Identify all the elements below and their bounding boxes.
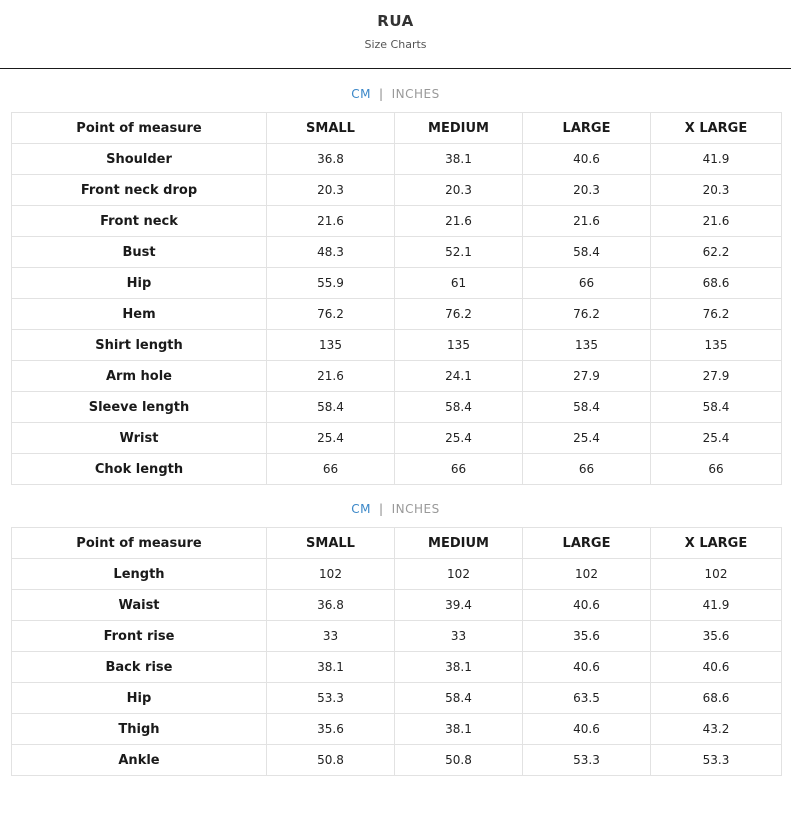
measure-label: Front neck	[12, 206, 267, 237]
column-header-size: SMALL	[267, 113, 395, 144]
table-row	[12, 392, 782, 423]
measure-value: 102	[267, 559, 395, 590]
measure-value: 38.1	[395, 144, 523, 175]
table-row	[12, 299, 782, 330]
measure-value: 76.2	[651, 299, 782, 330]
table-row	[12, 745, 782, 776]
measure-value: 25.4	[651, 423, 782, 454]
measure-value: 39.4	[395, 590, 523, 621]
measure-value: 40.6	[651, 652, 782, 683]
column-header-size: MEDIUM	[395, 528, 523, 559]
measure-value: 21.6	[395, 206, 523, 237]
measure-value: 53.3	[267, 683, 395, 714]
measure-value: 43.2	[651, 714, 782, 745]
measure-value: 76.2	[267, 299, 395, 330]
table-row	[12, 621, 782, 652]
table-row	[12, 559, 782, 590]
table-row	[12, 330, 782, 361]
measure-value: 53.3	[523, 745, 651, 776]
measure-value: 135	[523, 330, 651, 361]
measure-label: Hip	[12, 268, 267, 299]
column-header-point-of-measure: Point of measure	[12, 113, 267, 144]
column-header-size: SMALL	[267, 528, 395, 559]
table-row	[12, 652, 782, 683]
table-row	[12, 144, 782, 175]
measure-value: 66	[651, 454, 782, 485]
table-row	[12, 268, 782, 299]
cm-unit-link[interactable]: CM	[351, 87, 372, 101]
measure-value: 68.6	[651, 268, 782, 299]
unit-toggle-top	[0, 86, 791, 102]
brand-title: RUA	[377, 12, 414, 30]
table-row	[12, 590, 782, 621]
measure-value: 38.1	[267, 652, 395, 683]
table-header-row	[12, 528, 782, 559]
measure-value: 76.2	[523, 299, 651, 330]
column-header-size: LARGE	[523, 113, 651, 144]
measure-label: Length	[12, 559, 267, 590]
column-header-size: LARGE	[523, 528, 651, 559]
measure-value: 33	[267, 621, 395, 652]
measure-value: 41.9	[651, 590, 782, 621]
measure-value: 20.3	[651, 175, 782, 206]
measure-value: 50.8	[395, 745, 523, 776]
measure-value: 66	[523, 454, 651, 485]
measure-label: Waist	[12, 590, 267, 621]
measure-value: 36.8	[267, 144, 395, 175]
measure-value: 27.9	[651, 361, 782, 392]
measure-value: 38.1	[395, 714, 523, 745]
table-row	[12, 683, 782, 714]
table-row	[12, 175, 782, 206]
measure-label: Arm hole	[12, 361, 267, 392]
measure-label: Shoulder	[12, 144, 267, 175]
measure-label: Chok length	[12, 454, 267, 485]
inches-unit-link[interactable]: INCHES	[391, 87, 440, 101]
measure-value: 40.6	[523, 714, 651, 745]
measure-value: 50.8	[267, 745, 395, 776]
inches-unit-link[interactable]: INCHES	[391, 502, 440, 516]
measure-value: 33	[395, 621, 523, 652]
measure-value: 135	[651, 330, 782, 361]
measure-value: 63.5	[523, 683, 651, 714]
column-header-size: X LARGE	[651, 113, 782, 144]
measure-value: 20.3	[267, 175, 395, 206]
top-size-chart-table	[11, 112, 782, 485]
measure-value: 58.4	[523, 392, 651, 423]
measure-value: 58.4	[395, 392, 523, 423]
measure-value: 102	[651, 559, 782, 590]
measure-value: 40.6	[523, 590, 651, 621]
measure-value: 36.8	[267, 590, 395, 621]
table-row	[12, 237, 782, 268]
page-subtitle: Size Charts	[364, 38, 427, 51]
measure-label: Front neck drop	[12, 175, 267, 206]
measure-value: 27.9	[523, 361, 651, 392]
measure-value: 66	[395, 454, 523, 485]
measure-value: 53.3	[651, 745, 782, 776]
measure-label: Hem	[12, 299, 267, 330]
measure-value: 135	[267, 330, 395, 361]
column-header-point-of-measure: Point of measure	[12, 528, 267, 559]
measure-value: 58.4	[523, 237, 651, 268]
measure-value: 41.9	[651, 144, 782, 175]
measure-value: 66	[523, 268, 651, 299]
measure-value: 52.1	[395, 237, 523, 268]
measure-value: 21.6	[267, 361, 395, 392]
measure-value: 76.2	[395, 299, 523, 330]
measure-value: 35.6	[523, 621, 651, 652]
cm-unit-link[interactable]: CM	[351, 502, 372, 516]
table-row	[12, 423, 782, 454]
table-row	[12, 714, 782, 745]
measure-value: 58.4	[651, 392, 782, 423]
measure-value: 21.6	[523, 206, 651, 237]
measure-label: Shirt length	[12, 330, 267, 361]
table-header-row	[12, 113, 782, 144]
measure-value: 35.6	[267, 714, 395, 745]
measure-value: 62.2	[651, 237, 782, 268]
measure-value: 35.6	[651, 621, 782, 652]
measure-value: 25.4	[267, 423, 395, 454]
measure-value: 21.6	[267, 206, 395, 237]
column-header-size: MEDIUM	[395, 113, 523, 144]
page-header	[0, 0, 791, 69]
measure-value: 58.4	[395, 683, 523, 714]
measure-value: 66	[267, 454, 395, 485]
measure-value: 55.9	[267, 268, 395, 299]
measure-value: 61	[395, 268, 523, 299]
measure-value: 48.3	[267, 237, 395, 268]
measure-value: 102	[395, 559, 523, 590]
measure-value: 25.4	[523, 423, 651, 454]
measure-value: 58.4	[267, 392, 395, 423]
measure-label: Sleeve length	[12, 392, 267, 423]
table-row	[12, 454, 782, 485]
bottom-size-chart-table	[11, 527, 782, 776]
measure-value: 102	[523, 559, 651, 590]
measure-value: 40.6	[523, 144, 651, 175]
measure-value: 21.6	[651, 206, 782, 237]
unit-toggle-bottom	[0, 501, 791, 517]
measure-label: Front rise	[12, 621, 267, 652]
measure-label: Back rise	[12, 652, 267, 683]
measure-label: Bust	[12, 237, 267, 268]
measure-value: 38.1	[395, 652, 523, 683]
table-row	[12, 361, 782, 392]
measure-value: 20.3	[395, 175, 523, 206]
table-row	[12, 206, 782, 237]
measure-value: 24.1	[395, 361, 523, 392]
measure-label: Thigh	[12, 714, 267, 745]
measure-label: Hip	[12, 683, 267, 714]
measure-label: Wrist	[12, 423, 267, 454]
measure-label: Ankle	[12, 745, 267, 776]
column-header-size: X LARGE	[651, 528, 782, 559]
unit-separator: |	[379, 502, 384, 516]
measure-value: 135	[395, 330, 523, 361]
measure-value: 68.6	[651, 683, 782, 714]
measure-value: 25.4	[395, 423, 523, 454]
unit-separator: |	[379, 87, 384, 101]
measure-value: 40.6	[523, 652, 651, 683]
measure-value: 20.3	[523, 175, 651, 206]
